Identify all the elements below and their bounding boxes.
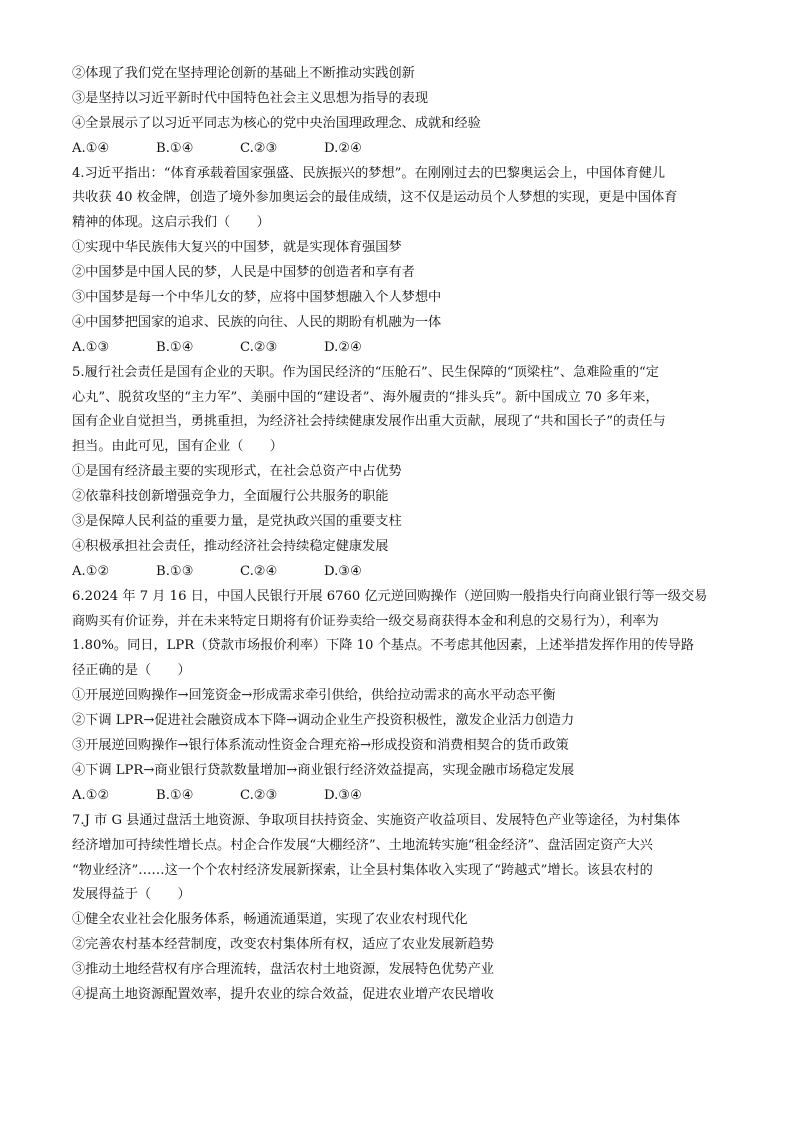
question-stem-line: 5.履行社会责任是国有企业的天职。作为国民经济的“压舱石”、民生保障的“顶梁柱”、急难险重的“定: [72, 364, 659, 380]
question-stem-line: 1.80%。同日，LPR（贷款市场报价利率）下降 10 个基点。不考虑其他因素，上述举措发挥作用的传导路: [72, 638, 695, 654]
answer-choice-b: B.①④: [156, 140, 194, 156]
question-4: [72, 162, 724, 361]
option-item: ③推动土地经营权有序合理流转，盘活农村土地资源，发展特色优势产业: [72, 962, 494, 978]
option-item: ④下调 LPR→商业银行贷款数量增加→商业银行经济效益提高，实现金融市场稳定发展: [72, 762, 575, 778]
question-5: [72, 361, 724, 585]
answer-choice-a: A.①④: [72, 140, 110, 156]
question-stem-line: “物业经济”……这一个个农村经济发展新探索，让全县村集体收入实现了“跨越式”增长。该县农村的: [72, 862, 653, 878]
question-stem-line: 发展得益于（ ）: [72, 887, 191, 903]
answer-choice-c: C.②③: [240, 339, 278, 355]
option-item: ③中国梦是每一个中华儿女的梦，应将中国梦想融入个人梦想中: [72, 290, 442, 306]
answer-choice-a: A.①②: [72, 787, 110, 803]
question-stem-line: 经济增加可持续性增长点。村企合作发展“大棚经济”、土地流转实施“租金经济”、盘活固定资产大兴: [72, 837, 653, 853]
answer-choice-c: C.②③: [240, 140, 278, 156]
answer-choices: [72, 560, 724, 585]
answer-choice-a: A.①②: [72, 563, 110, 579]
answer-choice-d: D.②④: [324, 140, 362, 156]
question-page: [72, 62, 724, 1008]
question-stem-line: 共收获 40 枚金牌，创造了境外参加奥运会的最佳成绩，这不仅是运动员个人梦想的实现，更是中国体育: [72, 190, 678, 206]
answer-choice-d: D.③④: [324, 787, 362, 803]
option-item: ③是坚持以习近平新时代中国特色社会主义思想为指导的表现: [72, 90, 429, 106]
question-7: [72, 809, 724, 1008]
option-item: ④提高土地资源配置效率，提升农业的综合效益，促进农业增产农民增收: [72, 986, 494, 1002]
option-item: ①实现中华民族伟大复兴的中国梦，就是实现体育强国梦: [72, 240, 402, 256]
answer-choice-c: C.②④: [240, 563, 278, 579]
question-stem-line: 精神的体现。这启示我们（ ）: [72, 215, 270, 231]
question-stem-line: 商购买有价证券，并在未来特定日期将有价证券卖给一级交易商获得本金和利息的交易行为），利率为: [72, 613, 659, 629]
option-item: ②体现了我们党在坚持理论创新的基础上不断推动实践创新: [72, 66, 415, 81]
option-item: ③是保障人民利益的重要力量，是党执政兴国的重要支柱: [72, 514, 402, 530]
option-item: ①是国有经济最主要的实现形式，在社会总资产中占优势: [72, 464, 402, 480]
question-stem-line: 国有企业自觉担当，勇挑重担，为经济社会持续健康发展作出重大贡献，展现了“共和国长子”的责任与: [72, 414, 666, 430]
question-stem-line: 担当。由此可见，国有企业（ ）: [72, 439, 283, 455]
option-item: ②下调 LPR→促进社会融资成本下降→调动企业生产投资积极性，激发企业活力创造力: [72, 713, 575, 729]
answer-choice-b: B.①③: [156, 563, 194, 579]
option-item: ④积极承担社会责任，推动经济社会持续稳定健康发展: [72, 538, 389, 554]
answer-choices: [72, 784, 724, 809]
answer-choice-d: D.③④: [324, 563, 362, 579]
answer-choice-b: B.①④: [156, 339, 194, 355]
question-stem-line: 心丸”、脱贫攻坚的“主力军”、美丽中国的“建设者”、海外履责的“排头兵”。新中国成立 70 多年来，: [72, 389, 659, 405]
question-6: [72, 585, 724, 809]
answer-choice-c: C.②③: [240, 787, 278, 803]
option-item: ①健全农业社会化服务体系，畅通流通渠道，实现了农业农村现代化: [72, 912, 468, 928]
question-stem-line: 6.2024 年 7 月 16 日，中国人民银行开展 6760 亿元逆回购操作（逆回购一般指央行向商业银行等一级交易: [72, 588, 708, 604]
option-item: ②完善农村基本经营制度，改变农村集体所有权，适应了农业发展新趋势: [72, 937, 494, 953]
option-item: ④全景展示了以习近平同志为核心的党中央治国理政理念、成就和经验: [72, 115, 481, 131]
question-stem-line: 径正确的是（ ）: [72, 663, 191, 679]
question-3-tail: [72, 62, 724, 162]
answer-choices: [72, 137, 724, 162]
option-item: ③开展逆回购操作→银行体系流动性资金合理充裕→形成投资和消费相契合的货币政策: [72, 738, 569, 754]
option-item: ②中国梦是中国人民的梦，人民是中国梦的创造者和享有者: [72, 265, 415, 281]
answer-choice-a: A.①③: [72, 339, 110, 355]
option-item: ①开展逆回购操作→回笼资金→形成需求牵引供给，供给拉动需求的高水平动态平衡: [72, 688, 556, 704]
option-item: ②依靠科技创新增强竞争力，全面履行公共服务的职能: [72, 489, 389, 505]
answer-choice-b: B.①④: [156, 787, 194, 803]
question-stem-line: 4.习近平指出：“体育承载着国家强盛、民族振兴的梦想”。在刚刚过去的巴黎奥运会上，中国体育健儿: [72, 165, 666, 181]
option-item: ④中国梦把国家的追求、民族的向往、人民的期盼有机融为一体: [72, 314, 442, 330]
question-stem-line: 7.J 市 G 县通过盘活土地资源、争取项目扶持资金、实施资产收益项目、发展特色产业等途径，为村集体: [72, 812, 681, 828]
answer-choice-d: D.②④: [324, 339, 362, 355]
answer-choices: [72, 336, 724, 361]
